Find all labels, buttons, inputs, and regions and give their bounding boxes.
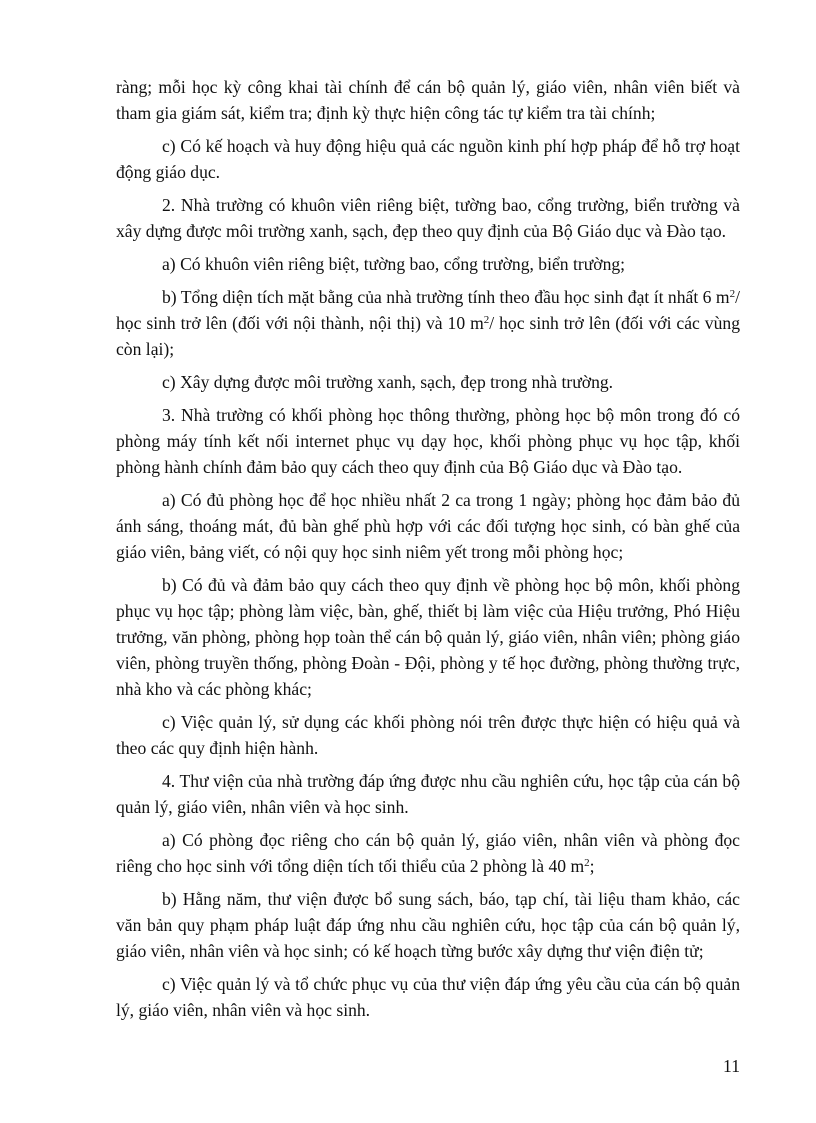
paragraph-item-b-area	[116, 284, 740, 362]
paragraph-criterion-2: 2. Nhà trường có khuôn viên riêng biệt, tường bao, cổng trường, biển trường và xây dựng được môi trường xanh, sạch, đẹp theo quy định của Bộ Giáo dục và Đào tạo.	[116, 195, 740, 241]
superscript-square: 2	[729, 288, 736, 300]
paragraph-item-b-library-materials: b) Hằng năm, thư viện được bổ sung sách, báo, tạp chí, tài liệu tham khảo, các văn bản quy phạm pháp luật đáp ứng nhu cầu nghiên cứu, học tập của cán bộ quản lý, giáo viên, nhân viên và học sinh; có kế hoạch từng bước xây dựng thư viện điện tử;	[116, 889, 740, 961]
paragraph-item-a-classrooms: a) Có đủ phòng học để học nhiều nhất 2 ca trong 1 ngày; phòng học đảm bảo đủ ánh sáng, thoáng mát, đủ bàn ghế phù hợp với các đối tượng học sinh, có bàn ghế của giáo viên, bảng viết, có nội quy học sinh niêm yết trong mỗi phòng học;	[116, 490, 740, 562]
paragraph-criterion-3: 3. Nhà trường có khối phòng học thông thường, phòng học bộ môn trong đó có phòng máy tính kết nối internet phục vụ dạy học, khối phòng phục vụ học tập, khối phòng hành chính đảm bảo quy cách theo quy định của Bộ Giáo dục và Đào tạo.	[116, 405, 740, 477]
reading-room-text-end: ;	[589, 856, 595, 876]
page-number: 11	[723, 1056, 740, 1076]
paragraph-item-a-reading-rooms	[116, 827, 740, 879]
document-body	[116, 74, 740, 1030]
paragraph-item-c-library-service: c) Việc quản lý và tổ chức phục vụ của thư viện đáp ứng yêu cầu của cán bộ quản lý, giáo viên, nhân viên và học sinh.	[116, 974, 740, 1020]
superscript-square: 2	[483, 314, 490, 326]
superscript-square: 2	[584, 857, 590, 869]
paragraph-item-c-environment: c) Xây dựng được môi trường xanh, sạch, đẹp trong nhà trường.	[162, 372, 614, 392]
paragraph-item-b-rooms: b) Có đủ và đảm bảo quy cách theo quy định về phòng học bộ môn, khối phòng phục vụ học tập; phòng làm việc, bàn, ghế, thiết bị làm việc của Hiệu trưởng, Phó Hiệu trưởng, văn phòng, phòng họp toàn thể cán bộ quản lý, giáo viên, nhân viên; phòng giáo viên, phòng truyền thống, phòng Đoàn - Đội, phòng y tế học đường, phòng thường trực, nhà kho và các phòng khác;	[116, 575, 740, 699]
area-text-part-1: b) Tổng diện tích mặt bằng của nhà trường tính theo đầu học sinh đạt ít nhất 6 m	[162, 287, 730, 307]
area-text-part-2: / học sinh trở lên (đối với nội thành, nội thị) và 10 m	[116, 287, 740, 333]
paragraph-item-a-campus: a) Có khuôn viên riêng biệt, tường bao, cổng trường, biển trường;	[162, 254, 626, 274]
paragraph-criterion-4: 4. Thư viện của nhà trường đáp ứng được nhu cầu nghiên cứu, học tập của cán bộ quản lý, giáo viên, nhân viên và học sinh.	[116, 771, 740, 817]
paragraph-continuation: ràng; mỗi học kỳ công khai tài chính để cán bộ quản lý, giáo viên, nhân viên biết và tham gia giám sát, kiểm tra; định kỳ thực hiện công tác tự kiểm tra tài chính;	[116, 77, 740, 123]
paragraph-item-c-room-management: c) Việc quản lý, sử dụng các khối phòng nói trên được thực hiện có hiệu quả và theo các quy định hiện hành.	[116, 712, 740, 758]
area-text-part-3: / học sinh trở lên (đối với các vùng còn lại);	[116, 313, 740, 359]
paragraph-item-c-funding: c) Có kế hoạch và huy động hiệu quả các nguồn kinh phí hợp pháp để hỗ trợ hoạt động giáo dục.	[116, 136, 740, 182]
reading-room-text: a) Có phòng đọc riêng cho cán bộ quản lý, giáo viên, nhân viên và phòng đọc riêng cho học sinh với tổng diện tích tối thiểu của 2 phòng là 40 m	[116, 830, 740, 876]
